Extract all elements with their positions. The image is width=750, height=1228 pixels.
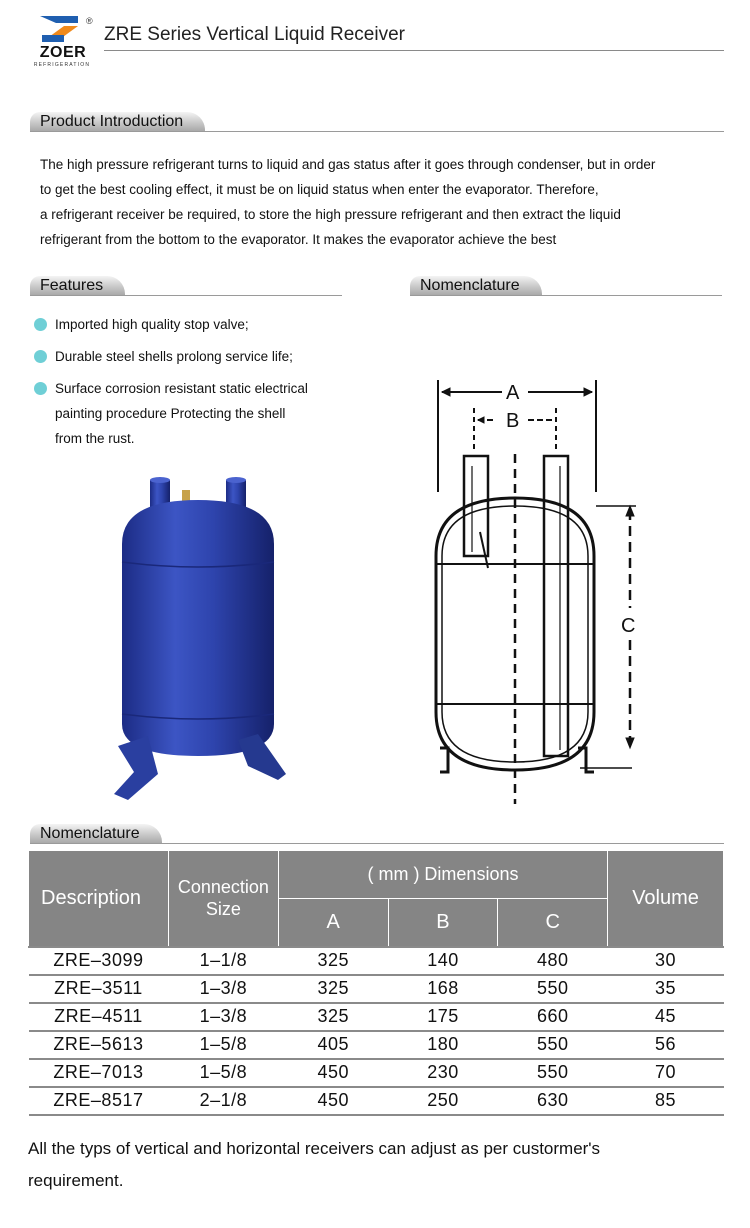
bullet-dot-icon bbox=[34, 382, 47, 395]
brand-logo bbox=[28, 14, 96, 70]
table-row bbox=[29, 947, 724, 975]
footnote-line: requirement. bbox=[28, 1171, 124, 1190]
bullet-dot-icon bbox=[34, 350, 47, 363]
feature-text: painting procedure Protecting the shell bbox=[55, 406, 286, 421]
section-header-diagram bbox=[410, 276, 722, 296]
header-description: Description bbox=[29, 851, 169, 947]
cell-connection: 1–1/8 bbox=[168, 947, 278, 975]
header-connection-line: Size bbox=[205, 899, 241, 920]
cell-description: ZRE–8517 bbox=[29, 1087, 169, 1115]
cell-connection: 1–5/8 bbox=[168, 1031, 278, 1059]
section-tab: Product Introduction bbox=[30, 112, 205, 131]
section-header-features bbox=[30, 276, 342, 296]
feature-text: Durable steel shells prolong service life; bbox=[55, 349, 293, 364]
cell-description: ZRE–3099 bbox=[29, 947, 169, 975]
feature-item bbox=[34, 376, 344, 451]
cell-connection: 2–1/8 bbox=[168, 1087, 278, 1115]
cell-c: 660 bbox=[498, 1003, 608, 1031]
cell-a: 450 bbox=[278, 1087, 388, 1115]
section-tab: Nomenclature bbox=[410, 276, 542, 295]
receiver-tank-image bbox=[108, 474, 298, 804]
logo-subtext: REFRIGERATION bbox=[33, 62, 91, 68]
header-connection-size bbox=[168, 851, 278, 947]
cell-c: 630 bbox=[498, 1087, 608, 1115]
specification-table bbox=[28, 850, 724, 1116]
feature-text: Surface corrosion resistant static electrical bbox=[55, 381, 308, 396]
dimension-diagram bbox=[420, 372, 650, 812]
header-dim-b: B bbox=[388, 899, 498, 947]
cell-description: ZRE–3511 bbox=[29, 975, 169, 1003]
cell-a: 405 bbox=[278, 1031, 388, 1059]
footnote bbox=[28, 1133, 728, 1197]
cell-a: 325 bbox=[278, 1003, 388, 1031]
cell-b: 250 bbox=[388, 1087, 498, 1115]
cell-connection: 1–5/8 bbox=[168, 1059, 278, 1087]
table-row bbox=[29, 1003, 724, 1031]
page-title: ZRE Series Vertical Liquid Receiver bbox=[104, 24, 405, 45]
cell-c: 550 bbox=[498, 1059, 608, 1087]
title-divider bbox=[104, 50, 724, 51]
section-tab: Nomenclature bbox=[30, 824, 162, 843]
header-dimensions: ( mm ) Dimensions bbox=[278, 851, 607, 899]
cell-b: 175 bbox=[388, 1003, 498, 1031]
section-header-intro bbox=[30, 112, 724, 132]
table-row bbox=[29, 1059, 724, 1087]
cell-description: ZRE–7013 bbox=[29, 1059, 169, 1087]
cell-b: 140 bbox=[388, 947, 498, 975]
cell-volume: 56 bbox=[608, 1031, 724, 1059]
section-rule bbox=[410, 295, 722, 296]
header-volume: Volume bbox=[608, 851, 724, 947]
section-tab: Features bbox=[30, 276, 125, 295]
dimension-label-a: A bbox=[506, 382, 520, 404]
section-header-table bbox=[30, 824, 724, 844]
intro-line: a refrigerant receiver be required, to store the high pressure refrigerant and then extract the liquid bbox=[40, 207, 621, 222]
feature-item bbox=[34, 312, 344, 337]
cell-volume: 85 bbox=[608, 1087, 724, 1115]
intro-paragraph bbox=[40, 152, 730, 252]
logo-wordmark: ZOER bbox=[39, 44, 87, 61]
intro-line: refrigerant from the bottom to the evaporator. It makes the evaporator achieve the best bbox=[40, 232, 557, 247]
feature-text: from the rust. bbox=[55, 431, 135, 446]
cell-b: 168 bbox=[388, 975, 498, 1003]
intro-line: to get the best cooling effect, it must be on liquid status when enter the evaporator. Therefore, bbox=[40, 182, 599, 197]
cell-volume: 30 bbox=[608, 947, 724, 975]
table-row bbox=[29, 1087, 724, 1115]
cell-connection: 1–3/8 bbox=[168, 975, 278, 1003]
bullet-dot-icon bbox=[34, 318, 47, 331]
cell-b: 180 bbox=[388, 1031, 498, 1059]
section-rule bbox=[30, 131, 724, 132]
header-connection-line: Connection bbox=[177, 877, 269, 898]
dimension-label-b: B bbox=[506, 410, 520, 432]
intro-line: The high pressure refrigerant turns to liquid and gas status after it goes through condenser, but in order bbox=[40, 157, 656, 172]
cell-a: 450 bbox=[278, 1059, 388, 1087]
header-dim-c: C bbox=[498, 899, 608, 947]
table-row bbox=[29, 975, 724, 1003]
cell-a: 325 bbox=[278, 975, 388, 1003]
cell-description: ZRE–4511 bbox=[29, 1003, 169, 1031]
cell-c: 550 bbox=[498, 1031, 608, 1059]
cell-c: 550 bbox=[498, 975, 608, 1003]
table-row bbox=[29, 1031, 724, 1059]
dimension-label-c: C bbox=[621, 615, 636, 637]
cell-description: ZRE–5613 bbox=[29, 1031, 169, 1059]
section-rule bbox=[30, 843, 724, 844]
feature-item bbox=[34, 344, 344, 369]
cell-connection: 1–3/8 bbox=[168, 1003, 278, 1031]
cell-volume: 70 bbox=[608, 1059, 724, 1087]
cell-b: 230 bbox=[388, 1059, 498, 1087]
feature-list bbox=[34, 312, 344, 458]
cell-volume: 35 bbox=[608, 975, 724, 1003]
zoer-logo-icon bbox=[38, 14, 82, 44]
feature-text: Imported high quality stop valve; bbox=[55, 317, 249, 332]
cell-a: 325 bbox=[278, 947, 388, 975]
section-rule bbox=[30, 295, 342, 296]
cell-c: 480 bbox=[498, 947, 608, 975]
cell-volume: 45 bbox=[608, 1003, 724, 1031]
footnote-line: All the typs of vertical and horizontal receivers can adjust as per custormer's bbox=[28, 1139, 601, 1158]
header-dim-a: A bbox=[278, 899, 388, 947]
registered-mark: ® bbox=[86, 16, 93, 26]
